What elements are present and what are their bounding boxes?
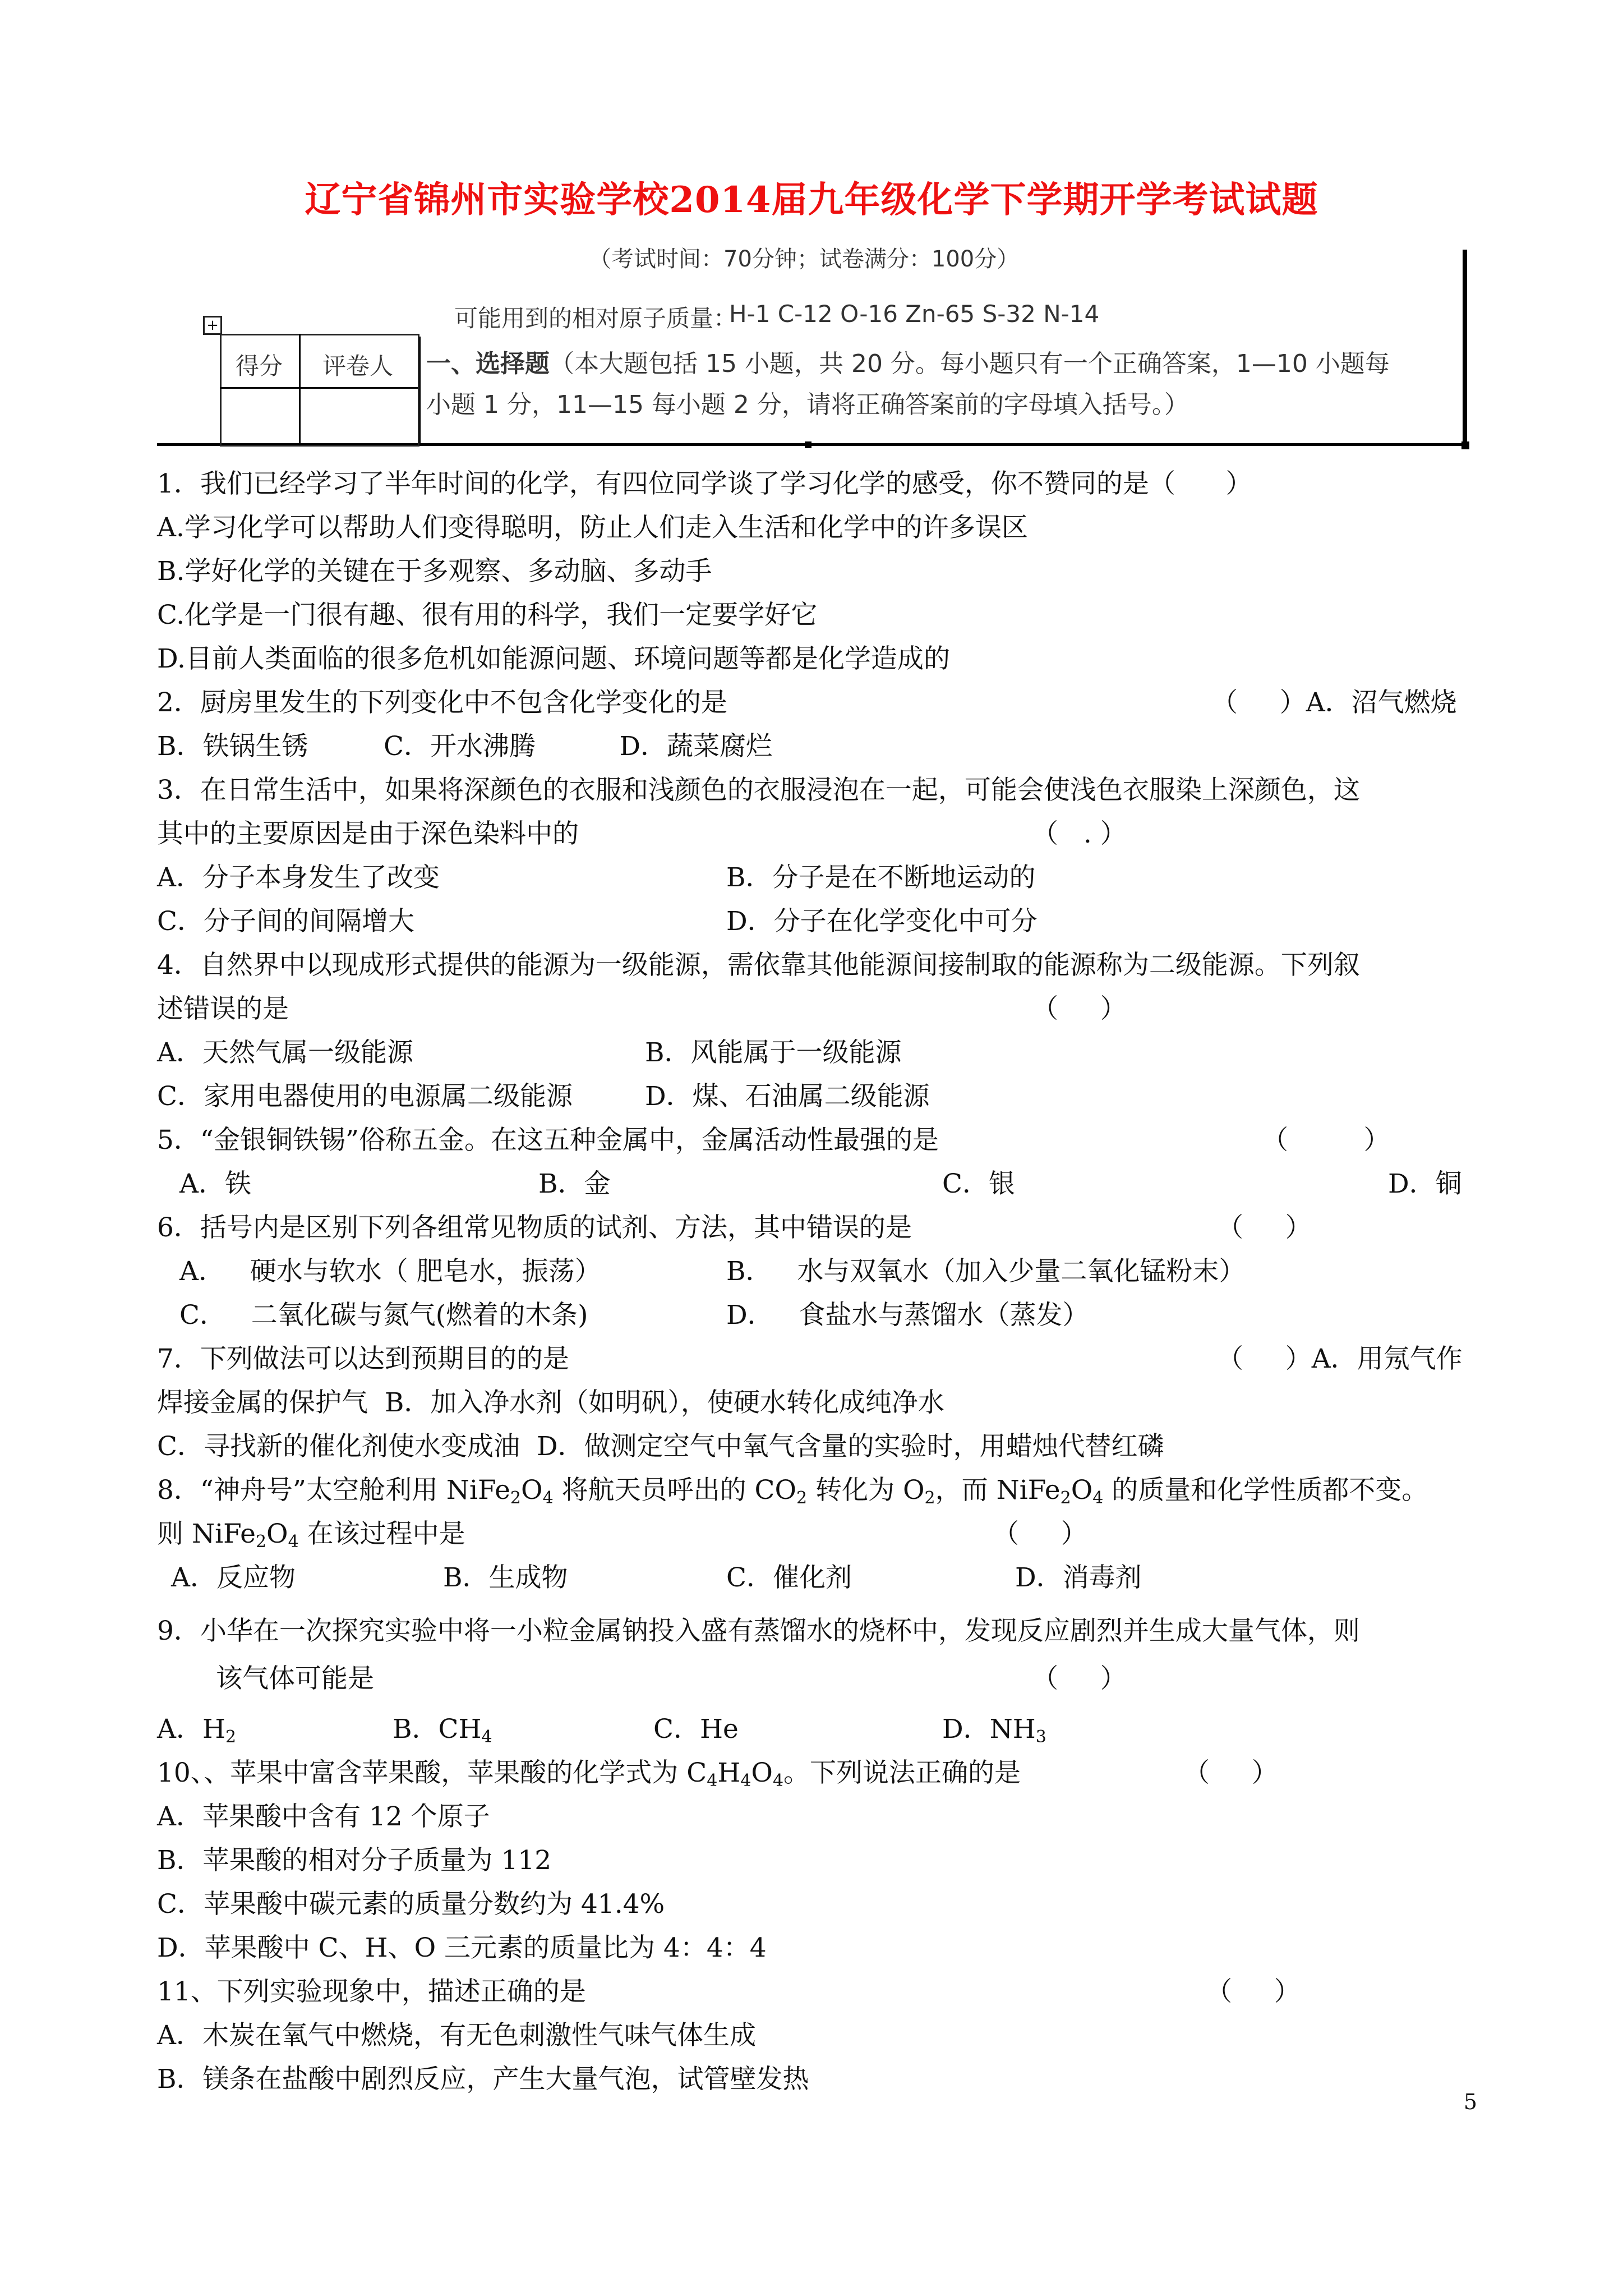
question-8-cont xyxy=(157,1516,465,1553)
question-11: 11、下列实验现象中，描述正确的是 xyxy=(157,1976,586,2007)
q10-option-a: A．苹果酸中含有 12 个原子 xyxy=(157,1801,490,1832)
q6-option-c: C． 二氧化碳与氮气(燃着的木条) xyxy=(179,1300,588,1331)
question-3-cont: 其中的主要原因是由于深色染料中的 xyxy=(157,818,579,849)
subscript: 2 xyxy=(796,1488,808,1508)
subscript: 2 xyxy=(1060,1488,1071,1508)
page-number: 5 xyxy=(1463,2090,1477,2114)
question-5: 5．“金银铜铁锡”俗称五金。在这五种金属中，金属活动性最强的是 xyxy=(157,1125,939,1156)
q5-option-d: D．铜 xyxy=(1388,1168,1462,1199)
q10-bracket: （ ） xyxy=(1183,1757,1278,1788)
exam-title: 辽宁省锦州市实验学校2014届九年级化学下学期开学考试试题 xyxy=(305,179,1318,221)
q9-option-a xyxy=(157,1711,236,1748)
q3-option-d: D．分子在化学变化中可分 xyxy=(726,906,1038,937)
q7-options-cd: C．寻找新的催化剂使水变成油 D．做测定空气中氧气含量的实验时，用蜡烛代替红磷 xyxy=(157,1431,1164,1462)
score-cell: 得分 xyxy=(236,352,283,380)
q10-text: 10、、苹果中富含苹果酸，苹果酸的化学式为 C xyxy=(157,1757,707,1788)
q9-option-d xyxy=(942,1711,1046,1748)
q8-text: 则 NiFe xyxy=(157,1519,256,1549)
q8-bracket: （ ） xyxy=(993,1519,1087,1549)
q1-option-b: B.学好化学的关键在于多观察、多动脑、多动手 xyxy=(157,556,712,587)
subscript: 3 xyxy=(1035,1727,1046,1747)
question-6: 6．括号内是区别下列各组常见物质的试剂、方法，其中错误的是 xyxy=(157,1212,912,1243)
question-9-cont: 该气体可能是 xyxy=(216,1663,374,1694)
subscript: 2 xyxy=(510,1488,522,1508)
question-1: 1．我们已经学习了半年时间的化学，有四位同学谈了学习化学的感受，你不赞同的是（ ） xyxy=(157,468,1252,499)
q4-option-d: D．煤、石油属二级能源 xyxy=(645,1081,930,1112)
q4-bracket: （ ） xyxy=(1032,993,1127,1024)
q5-option-a: A．铁 xyxy=(179,1168,251,1199)
q8-text: O xyxy=(1071,1475,1093,1506)
q8-option-d: D．消毒剂 xyxy=(1015,1562,1142,1593)
question-2: 2．厨房里发生的下列变化中不包含化学变化的是 xyxy=(157,687,727,718)
q10-option-b: B．苹果酸的相对分子质量为 112 xyxy=(157,1845,552,1876)
q11-bracket: （ ） xyxy=(1206,1976,1301,2007)
q2-bracket: （ ）A．沼气燃烧 xyxy=(1211,687,1457,718)
subscript: 4 xyxy=(481,1727,492,1747)
subscript: 4 xyxy=(740,1771,751,1791)
subscript: 2 xyxy=(924,1488,935,1508)
q6-option-d: D． 食盐水与蒸馏水（蒸发） xyxy=(726,1300,1089,1331)
q3-option-c: C．分子间的间隔增大 xyxy=(157,906,414,937)
score-table-divider-h xyxy=(220,387,418,389)
question-4: 4．自然界中以现成形式提供的能源为一级能源，需依靠其他能源间接制取的能源称为二级能源。下列叙 xyxy=(157,950,1360,981)
atomic-masses: H-1 C-12 O-16 Zn-65 S-32 N-14 xyxy=(729,300,1100,328)
q5-bracket: （ ） xyxy=(1262,1125,1390,1156)
grader-cell: 评卷人 xyxy=(322,352,394,380)
q4-option-c: C．家用电器使用的电源属二级能源 xyxy=(157,1081,573,1112)
expand-handle-icon[interactable]: + xyxy=(203,316,222,335)
q5-option-b: B．金 xyxy=(538,1168,611,1199)
q10-text: 。下列说法正确的是 xyxy=(783,1757,1021,1788)
subscript: 4 xyxy=(288,1532,299,1552)
q8-text: 8．“神舟号”太空舱利用 NiFe xyxy=(157,1475,510,1506)
header-right-rule xyxy=(1463,250,1467,443)
q9-option-b xyxy=(393,1711,492,1748)
q8-text: 转化为 O xyxy=(807,1475,925,1506)
q8-option-a: A．反应物 xyxy=(171,1562,296,1593)
q8-text: 将航天员呼出的 CO xyxy=(553,1475,797,1506)
question-3: 3．在日常生活中，如果将深颜色的衣服和浅颜色的衣服浸泡在一起，可能会使浅色衣服染上深颜色，这 xyxy=(157,775,1360,806)
q8-text: 在该过程中是 xyxy=(298,1519,465,1549)
q6-option-b: B． 水与双氧水（加入少量二氧化锰粉末） xyxy=(726,1256,1246,1287)
q1-option-a: A.学习化学可以帮助人们变得聪明，防止人们走入生活和化学中的许多误区 xyxy=(157,512,1028,543)
question-8 xyxy=(157,1472,1428,1509)
q8-option-b: B．生成物 xyxy=(443,1562,568,1593)
section-instructions-line2: 小题 1 分，11—15 每小题 2 分，请将正确答案前的字母填入括号。） xyxy=(426,390,1189,419)
q5-option-c: C．银 xyxy=(942,1168,1015,1199)
q9-option-d-text: D．NH xyxy=(942,1714,1036,1745)
atomic-masses-label: 可能用到的相对原子质量： xyxy=(454,305,737,332)
subscript: 4 xyxy=(1092,1488,1104,1508)
section-heading-label: 一、选择题 xyxy=(426,349,550,378)
q2-options: B．铁锅生锈 C．开水沸腾 D．蔬菜腐烂 xyxy=(157,731,773,762)
subscript: 2 xyxy=(255,1532,267,1552)
q4-option-b: B．风能属于一级能源 xyxy=(645,1037,902,1068)
q11-option-a: A．木炭在氧气中燃烧，有无色刺激性气味气体生成 xyxy=(157,2020,756,2051)
q11-option-b: B．镁条在盐酸中剧烈反应，产生大量气泡，试管壁发热 xyxy=(157,2064,809,2095)
q9-option-c: C．He xyxy=(653,1714,739,1745)
q9-option-a-text: A．H xyxy=(157,1714,225,1745)
exam-info: （考试时间：70分钟；试卷满分：100分） xyxy=(589,246,1020,272)
section-instructions-line1: （本大题包括 15 小题，共 20 分。每小题只有一个正确答案，1—10 小题每 xyxy=(550,349,1390,378)
q9-bracket: （ ） xyxy=(1032,1663,1127,1694)
subscript: 4 xyxy=(772,1771,784,1791)
q8-text: O xyxy=(521,1475,543,1506)
q7-options-ab: 焊接金属的保护气 B．加入净水剂（如明矾），使硬水转化成纯净水 xyxy=(157,1387,944,1418)
question-7: 7．下列做法可以达到预期目的的是 xyxy=(157,1343,569,1374)
q6-option-a: A． 硬水与软水（ 肥皂水，振荡） xyxy=(179,1256,601,1287)
question-4-cont: 述错误的是 xyxy=(157,993,289,1024)
question-9: 9．小华在一次探究实验中将一小粒金属钠投入盛有蒸馏水的烧杯中，发现反应剧烈并生成大量气体，则 xyxy=(157,1616,1360,1646)
q10-text: H xyxy=(717,1757,741,1788)
q1-option-c: C.化学是一门很有趣、很有用的科学，我们一定要学好它 xyxy=(157,600,818,631)
q8-text: ，而 NiFe xyxy=(935,1475,1061,1506)
question-10 xyxy=(157,1755,1021,1792)
q1-option-d: D.目前人类面临的很多危机如能源问题、环境问题等都是化学造成的 xyxy=(157,643,950,674)
section-heading xyxy=(426,343,1390,379)
q4-option-a: A．天然气属一级能源 xyxy=(157,1037,413,1068)
q8-text: 的质量和化学性质都不变。 xyxy=(1103,1475,1428,1506)
q6-bracket: （ ） xyxy=(1217,1212,1312,1243)
subscript: 4 xyxy=(542,1488,554,1508)
q10-option-c: C．苹果酸中碳元素的质量分数约为 41.4% xyxy=(157,1889,665,1920)
q8-text: O xyxy=(266,1519,288,1549)
q10-text: O xyxy=(751,1757,773,1788)
q3-option-a: A．分子本身发生了改变 xyxy=(157,862,440,893)
q10-option-d: D．苹果酸中 C、H、O 三元素的质量比为 4：4：4 xyxy=(157,1932,767,1963)
subscript: 2 xyxy=(225,1727,237,1747)
q9-option-b-text: B．CH xyxy=(393,1714,482,1745)
q3-bracket: （ . ） xyxy=(1032,818,1127,849)
q7-bracket: （ ）A．用氖气作 xyxy=(1217,1343,1463,1374)
handle-square xyxy=(805,441,811,448)
q3-option-b: B．分子是在不断地运动的 xyxy=(726,862,1036,893)
handle-square xyxy=(1461,441,1469,449)
q8-option-c: C．催化剂 xyxy=(726,1562,852,1593)
subscript: 4 xyxy=(707,1771,718,1791)
